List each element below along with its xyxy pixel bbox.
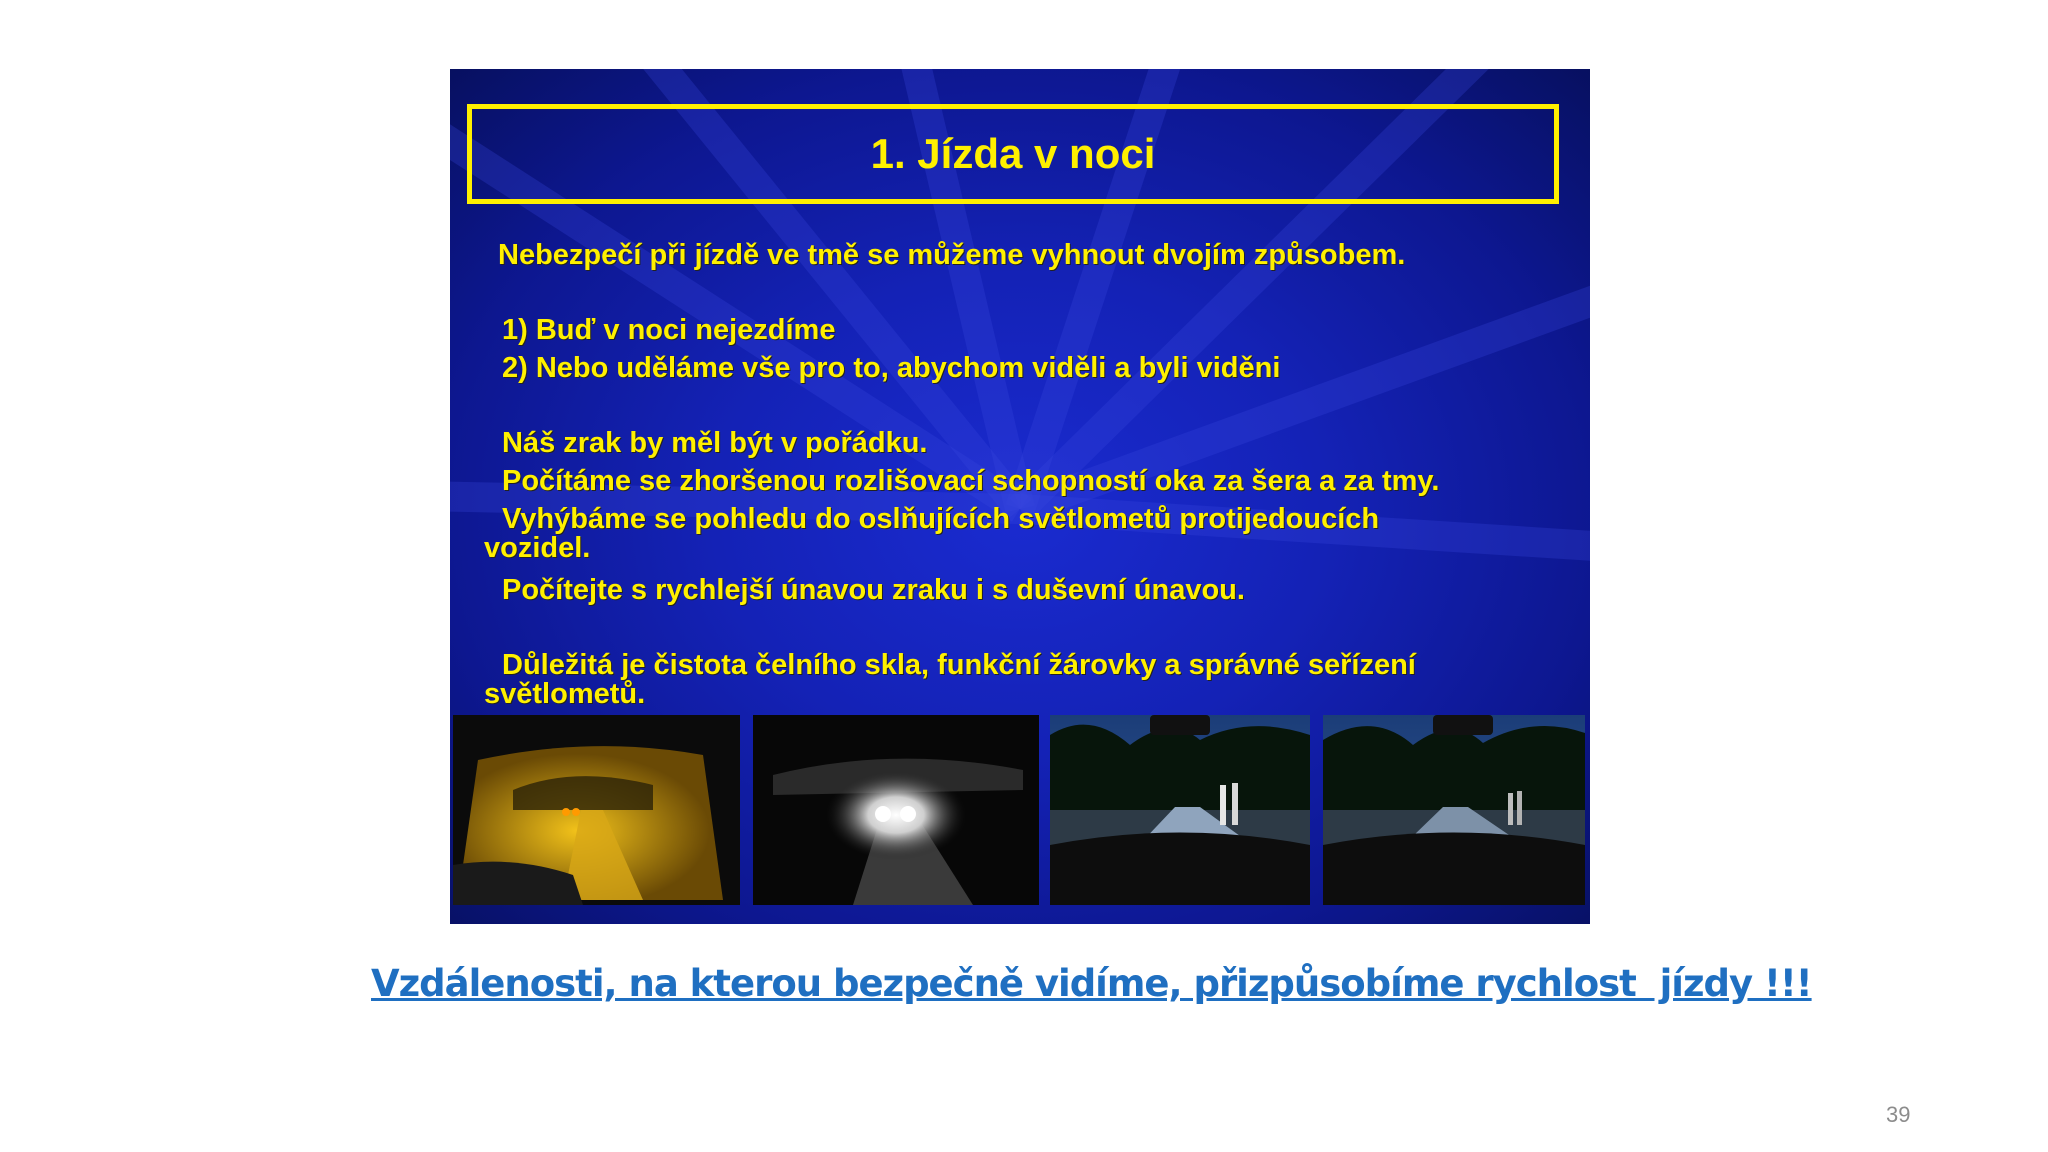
photo-headlight-glare [753,715,1039,905]
slide-image [450,69,1590,924]
text-line: 1) Buď v noci nejezdíme [502,314,836,346]
text-line: Počítejte s rychlejší únavou zraku i s duševní únavou. [502,574,1245,606]
text-line: Počítáme se zhoršenou rozlišovací schopností oka za šera a za tmy. [502,465,1440,497]
text-line: Vyhýbáme se pohledu do oslňujících světlometů protijedoucích [502,503,1380,535]
photo-night-road-pedestrians-2 [1323,715,1585,905]
caption-link[interactable]: Vzdálenosti, na kterou bezpečně vidíme, přizpůsobíme rychlost jízdy !!! [371,962,1812,1005]
text-line: Nebezpečí při jízdě ve tmě se můžeme vyhnout dvojím způsobem. [498,239,1406,271]
photo-yellow-visor [453,715,740,905]
slide-title: 1. Jízda v noci [870,130,1156,177]
text-line: Náš zrak by měl být v pořádku. [502,427,928,459]
text-line: 2) Nebo uděláme vše pro to, abychom viděli a byli viděni [502,352,1281,384]
text-line: světlometů. [484,678,646,710]
text-line: Důležitá je čistota čelního skla, funkční žárovky a správné seřízení [502,649,1416,681]
text-line: vozidel. [484,532,591,564]
photo-night-road-pedestrians [1050,715,1310,905]
page-number: 39 [1886,1102,1911,1127]
slide-title-box [467,104,1559,204]
